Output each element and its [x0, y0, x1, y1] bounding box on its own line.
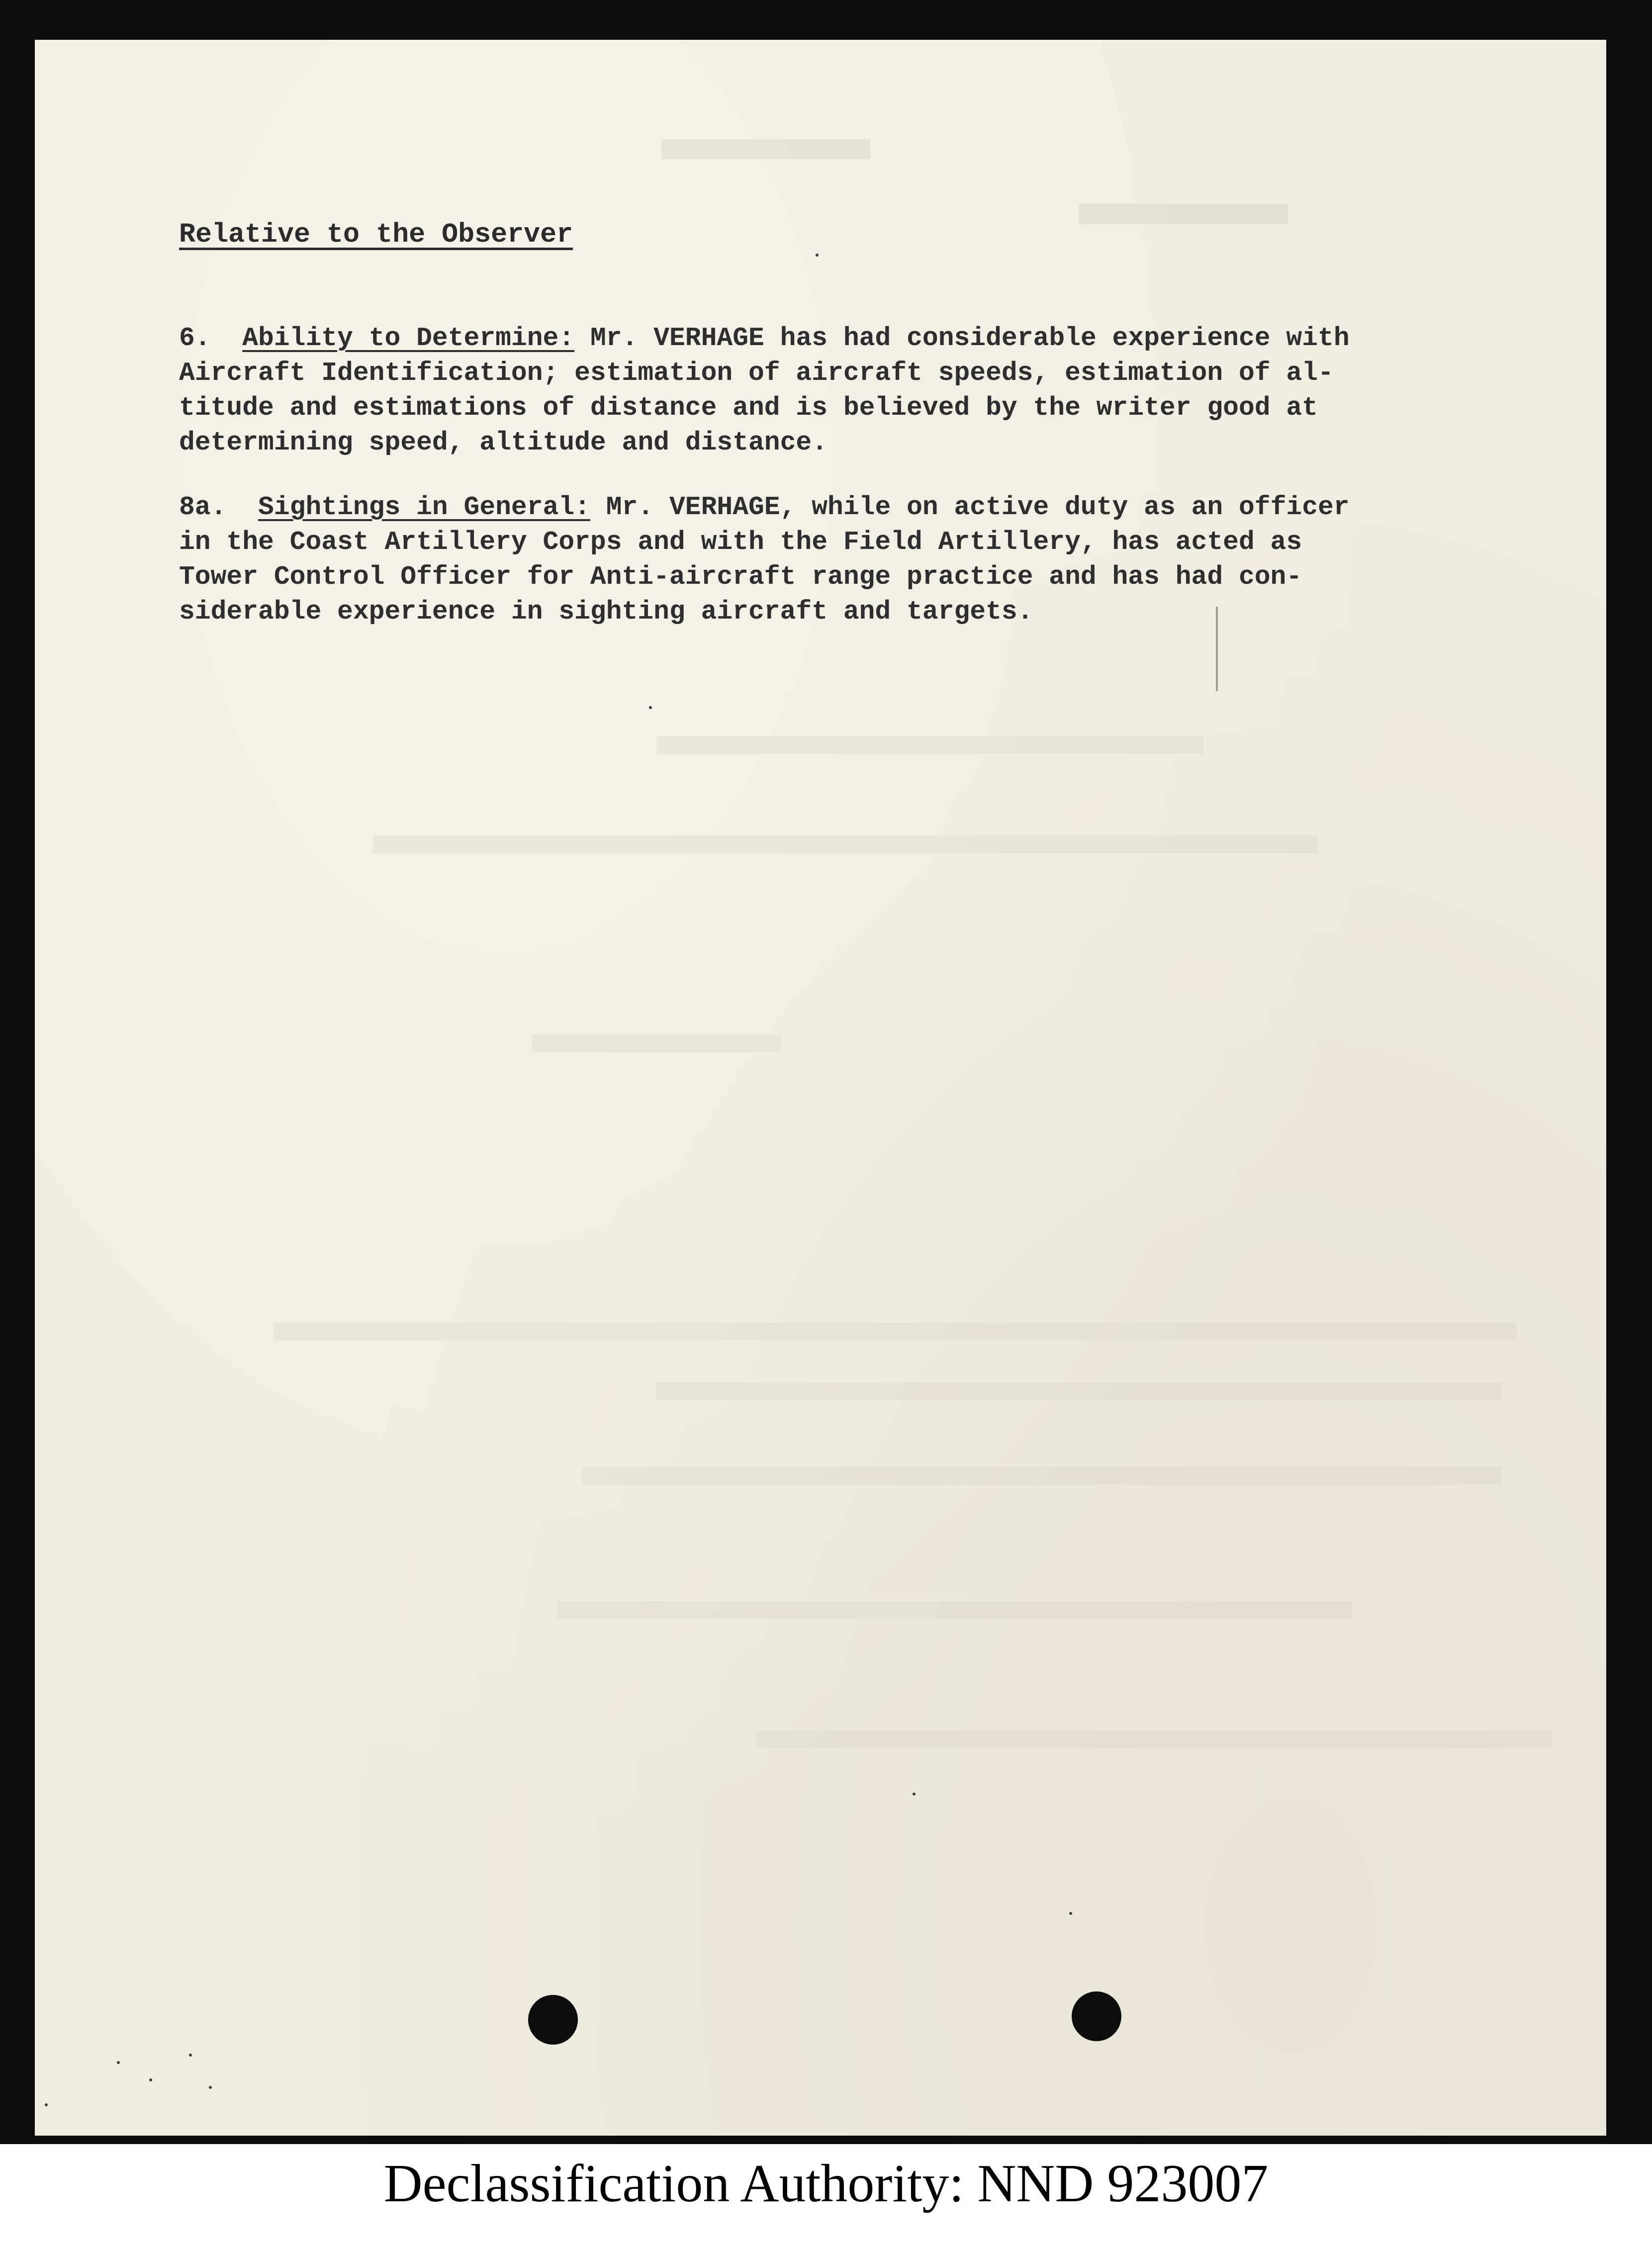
- paragraph-title: Ability to Determine:: [242, 323, 575, 353]
- paragraph-title: Sightings in General:: [258, 492, 590, 522]
- paragraph-number: 6.: [179, 323, 211, 353]
- paper-speck: [816, 254, 819, 257]
- paragraph-8a: [179, 490, 1472, 629]
- section-heading: [179, 219, 573, 250]
- paragraph-8a-line: Tower Control Officer for Anti-aircraft range practice and has had con-: [179, 562, 1302, 592]
- paragraph-text: Mr. VERHAGE has had considerable experience with: [574, 323, 1350, 353]
- paper-speck: [149, 2078, 152, 2081]
- paper-speck: [209, 2086, 212, 2089]
- bleed-through-text: [557, 1601, 1353, 1619]
- bleed-through-text: [373, 835, 1318, 853]
- paragraph-6: [179, 321, 1472, 460]
- bleed-through-text: [274, 1323, 1517, 1341]
- bleed-through-text: [756, 1730, 1552, 1748]
- paragraph-number: 8a.: [179, 492, 227, 522]
- declassification-footer: Declassification Authority: NND 923007: [383, 2154, 1269, 2213]
- paragraph-6-line: [179, 321, 1472, 356]
- paragraph-text: Mr. VERHAGE, while on active duty as an officer: [590, 492, 1350, 522]
- paragraph-6-line: Aircraft Identification; estimation of aircraft speeds, estimation of al-: [179, 358, 1334, 388]
- paragraph-6-line: titude and estimations of distance and is believed by the writer good at: [179, 393, 1318, 423]
- paragraph-8a-line: in the Coast Artillery Corps and with the Field Artillery, has acted as: [179, 527, 1302, 557]
- bleed-through-text: [661, 139, 870, 159]
- section-heading-text: Relative to the Observer: [179, 219, 573, 250]
- bleed-through-text: [1079, 204, 1288, 224]
- paper-speck: [1069, 1912, 1072, 1915]
- paper-speck: [189, 2054, 192, 2057]
- bleed-through-text: [656, 1382, 1502, 1400]
- bleed-through-text: [582, 1467, 1502, 1485]
- paper-speck: [117, 2061, 120, 2064]
- punch-hole-left: [528, 1995, 578, 2045]
- paragraph-8a-line: [179, 490, 1472, 525]
- bleed-through-text: [532, 1034, 781, 1052]
- paper-speck: [649, 706, 652, 709]
- paper-speck: [913, 1793, 916, 1796]
- punch-hole-right: [1072, 1991, 1121, 2041]
- paper-speck: [45, 2103, 48, 2106]
- bleed-through-text: [656, 736, 1203, 754]
- paragraph-8a-line: siderable experience in sighting aircraft and targets.: [179, 597, 1033, 627]
- paragraph-6-line: determining speed, altitude and distance.: [179, 428, 828, 457]
